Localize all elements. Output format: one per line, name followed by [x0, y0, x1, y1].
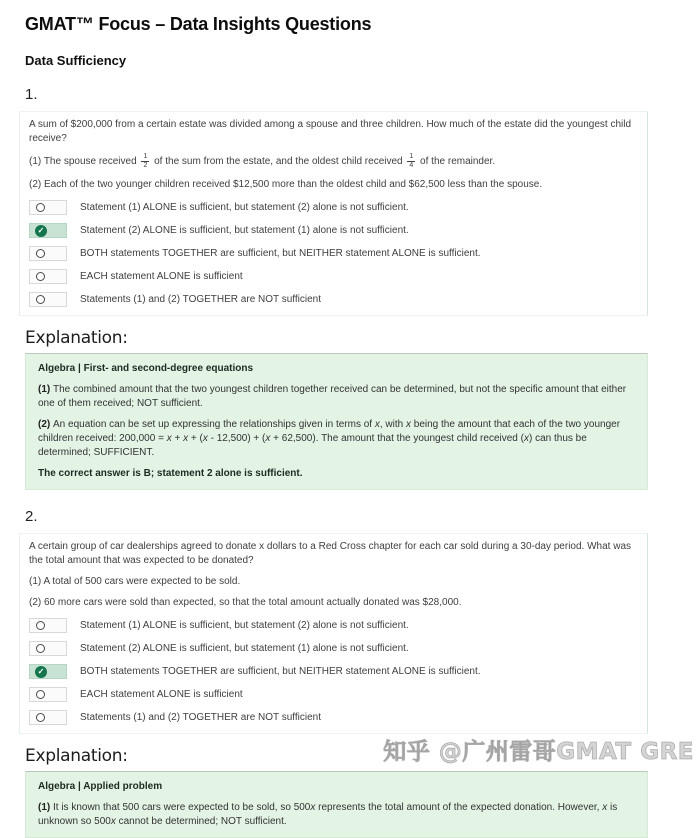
- question-block-2: [19, 533, 648, 734]
- radio-circle-icon: [36, 621, 45, 630]
- explanation-box-2: [25, 771, 648, 838]
- explanation-paragraph: (1) The combined amount that the two youngest children together received can be determined, but not the specific amount that either one of them received; NOT sufficient.: [38, 384, 627, 410]
- option-label: Statement (2) ALONE is sufficient, but statement (1) alone is not sufficient.: [80, 642, 409, 654]
- option-row[interactable]: [29, 710, 637, 725]
- radio-circle-icon: [36, 249, 45, 258]
- option-label: Statement (1) ALONE is sufficient, but statement (2) alone is not sufficient.: [80, 201, 409, 213]
- radio-box[interactable]: [29, 269, 67, 284]
- check-icon: ✓: [35, 666, 47, 678]
- radio-circle-icon: [36, 295, 45, 304]
- option-row[interactable]: [29, 200, 637, 215]
- explanation-paragraph: (2) An equation can be set up expressing the relationships given in terms of x, with x being the amount that each of the two younger children received: 200,000 = x + x + (x - 12,500) + (x + 62,500). The amount that the youngest child received (x) can thus be determined; SUFFICIENT.: [38, 419, 621, 459]
- option-row[interactable]: [29, 618, 637, 633]
- option-label: Statement (2) ALONE is sufficient, but statement (1) alone is not sufficient.: [80, 224, 409, 236]
- option-row[interactable]: [29, 269, 637, 284]
- question-prompt: A sum of $200,000 from a certain estate was divided among a spouse and three children. How much of the estate did the youngest child receive?: [29, 119, 632, 144]
- explanation-box-1: [25, 353, 648, 490]
- radio-box[interactable]: [29, 618, 67, 633]
- options-list: [29, 618, 637, 725]
- explanation-paragraph: (1) It is known that 500 cars were expected to be sold, so 500x represents the total amount of the expected donation. However, x is unknown so 500x cannot be determined; NOT sufficient.: [38, 802, 618, 828]
- option-label: EACH statement ALONE is sufficient: [80, 270, 243, 282]
- explanation-heading: Explanation:: [25, 328, 128, 349]
- option-label: BOTH statements TOGETHER are sufficient, but NEITHER statement ALONE is sufficient.: [80, 665, 481, 677]
- option-row[interactable]: [29, 687, 637, 702]
- radio-circle-icon: [36, 713, 45, 722]
- explanation-answer: The correct answer is B; statement 2 alone is sufficient.: [38, 468, 303, 480]
- question-prompt: A certain group of car dealerships agreed to donate x dollars to a Red Cross chapter for each car sold during a 30-day period. What was the total amount that was expected to be donated?: [29, 541, 632, 567]
- explanation-heading: Explanation:: [25, 746, 128, 767]
- radio-circle-icon: [36, 690, 45, 699]
- statement-2: (2) Each of the two younger children received $12,500 more than the oldest child and $62,500 less than the spouse.: [29, 179, 543, 191]
- statement-1: (1) The spouse received $\frac{1}{2}$ of the sum from the estate, and the oldest child received $\frac{1}{4}$ of the remainder.: [29, 153, 496, 170]
- option-row[interactable]: [29, 641, 637, 656]
- question-number-2: 2.: [25, 508, 38, 526]
- option-label: EACH statement ALONE is sufficient: [80, 688, 243, 700]
- option-label: Statements (1) and (2) TOGETHER are NOT sufficient: [80, 711, 322, 723]
- option-row[interactable]: [29, 246, 637, 261]
- statement-1: (1) A total of 500 cars were expected to be sold.: [29, 576, 241, 588]
- radio-box[interactable]: [29, 223, 67, 238]
- option-label: BOTH statements TOGETHER are sufficient, but NEITHER statement ALONE is sufficient.: [80, 247, 481, 259]
- options-list: [29, 200, 637, 307]
- radio-box[interactable]: [29, 641, 67, 656]
- option-row[interactable]: [29, 292, 637, 307]
- fraction: $\frac{1}{2}$: [143, 153, 148, 170]
- statement-2: (2) 60 more cars were sold than expected, so that the total amount actually donated was $28,000.: [29, 597, 462, 609]
- check-icon: ✓: [35, 225, 47, 237]
- page-title: GMAT™ Focus – Data Insights Questions: [25, 14, 372, 34]
- radio-circle-icon: [36, 644, 45, 653]
- option-label: Statements (1) and (2) TOGETHER are NOT sufficient: [80, 293, 322, 305]
- question-block-1: [19, 111, 648, 316]
- radio-box[interactable]: [29, 710, 67, 725]
- explanation-category: Algebra | Applied problem: [38, 781, 163, 793]
- radio-circle-icon: [36, 272, 45, 281]
- radio-box[interactable]: [29, 687, 67, 702]
- radio-box[interactable]: [29, 664, 67, 679]
- question-number-1: 1.: [25, 86, 38, 103]
- option-row[interactable]: [29, 223, 637, 238]
- radio-box[interactable]: [29, 200, 67, 215]
- option-row[interactable]: [29, 664, 637, 679]
- watermark: 知乎 @广州雷哥GMAT GRE: [383, 739, 694, 765]
- explanation-category: Algebra | First- and second-degree equations: [38, 363, 254, 375]
- option-label: Statement (1) ALONE is sufficient, but statement (2) alone is not sufficient.: [80, 619, 409, 631]
- section-heading: Data Sufficiency: [25, 53, 127, 68]
- radio-box[interactable]: [29, 292, 67, 307]
- fraction: $\frac{1}{4}$: [409, 153, 414, 170]
- radio-circle-icon: [36, 203, 45, 212]
- radio-box[interactable]: [29, 246, 67, 261]
